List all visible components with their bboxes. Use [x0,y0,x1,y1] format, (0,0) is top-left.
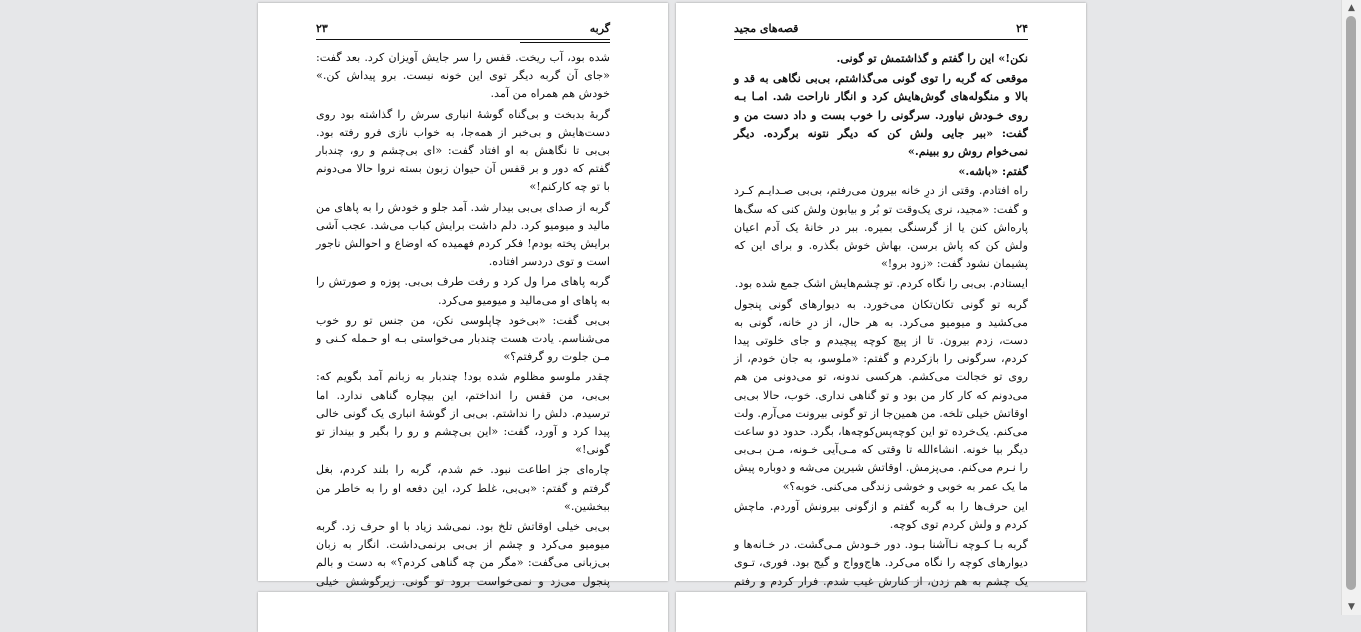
page-23 [258,3,668,588]
paragraph: راه افتادم. وقتی از درِ خانه بیرون می‌رفتم، بی‌بی صـدایـم کـرد و گفت: «مجید، نری یک‌وقت تو بُر و بیابون ولش کنی که سگ‌ها پاره‌اش کنن یا از گرسنگی بمیره. ببر در خانهٔ یک آدم اعیان ولش کن که پاش برسن. بهاش خوش بگذره. و برای این که پشیمان نشود گفت: «زود برو!» [734,184,1028,271]
next-page-right [676,592,1086,632]
paragraph: موقعی که گربه را توی گونی می‌گذاشتم، بی‌بی نگاهی به قد و بالا و منگوله‌های گوش‌هایش کرد و انگار ناراحت شد. امـا بـه روی خـودش نیاورد. سرگونی را خوب بست و داد دست من و گفت: «ببر جایی ولش کن که دیگر نتونه برگرده. دیگر نمی‌خوام روش رو ببینم.» [734,71,1028,159]
paragraph: گربه بـا کـوچه نـاآشنا بـود. دور خـودش مـی‌گشت. در خـانه‌ها و دیوارهای کوچه را نگاه می‌کرد. هاج‌وواج و گیج بود. فوری، تـوی یک چشم به هم زدن، از کنارش غیب شدم. فرار کردم و رفتم [734,538,1028,588]
paragraph: بی‌بی گفت: «بی‌خود چاپلوسی نکن، من جنس تو رو خوب می‌شناسم. یادت هست چندبار می‌خواستی بـه او حـمله کـنی و مـن جلوت رو گرفتم؟» [316,313,610,364]
page-header [734,21,1028,40]
scroll-up-arrow-icon[interactable]: ▲ [1348,3,1355,13]
scroll-down-arrow-icon[interactable]: ▼ [1348,602,1355,612]
page-header [316,21,610,40]
paragraph: این حرف‌ها را به گربه گفتم و ازگونی بیرونش آوردم. ماچش کردم و ولش کردم توی کوچه. [734,499,1028,532]
paragraph: نکن!» این را گفتم و گذاشتمش تو گونی. [836,51,1028,65]
page-number: ۲۴ [1016,22,1028,35]
page-number: ۲۳ [316,22,328,35]
paragraph: گربه از صدای بی‌بی بیدار شد. آمد جلو و خودش را به پاهای من مالید و میومیو کرد. دلم داشت برایش کباب می‌شد. عجب آشی برایش پخته بودم! فکر کردم فهمیده که اوضاع و احوالش ناجور است و توی دردسر افتاده. [316,200,610,269]
paragraph: گربهٔ بدبخت و بی‌گناه گوشهٔ انباری سرش را گذاشته بود روی دست‌هایش و بی‌خبر از همه‌جا، به خواب نازی فرو رفته بود. بی‌بی تا نگاهش به او افتاد گفت: «ای بی‌چشم و رو، چندبار گفتم که دور و بر قفس آن حیوان زبون بسته نروا حالا می‌دونم با تو چه کارکنم!» [316,107,610,194]
paragraph: شده بود، آب ریخت. قفس را سر جایش آویزان کرد. بعد گفت: «جای آن گربه دیگر توی این خونه نیست. برو پیداش کن.» خودش هم همراه من آمد. [316,51,610,101]
paragraph: ایستادم. بی‌بی را نگاه کردم. تو چشم‌هایش اشک جمع شده بود. [734,277,1028,291]
page-body [316,49,610,629]
page-body [734,49,1028,629]
paragraph: بی‌بی خیلی اوقاتش تلخ بود. نمی‌شد زیاد با او حرف زد. گربه میومیو می‌کرد و چشم از بی‌بی برنمی‌داشت. انگار به زبان بی‌زبانی می‌گفت: «مگر من چه گناهی کردم؟» به دست و بالم پنجول می‌زد و نمی‌خواست برود تو گونی. زیرگوشش خیلی [316,520,610,588]
vertical-scrollbar[interactable] [1341,0,1361,615]
paragraph: گربه پاهای مرا ول کرد و رفت طرف بی‌بی. پوزه و صورتش را به پاهای او می‌مالید و میومیو می‌کرد. [316,275,610,307]
paragraph: چقدر ملوسو مظلوم شده بود! چندبار به زبانم آمد بگویم که: بی‌بی، من قفس را انداختم، این بیچاره گناهی ندارد. اما ترسیدم. دلش را نداشتم. بی‌بی از گوشهٔ انباری یک گونی خالی پیدا کرد و آورد، گفت: «این بی‌چشم و رو را بگیر و بینداز تو گونی!» [316,370,610,457]
next-page-left [258,592,668,632]
running-title: قصه‌های مجید [734,22,799,35]
running-title: گربه [589,22,610,35]
paragraph: چاره‌ای جز اطاعت نبود. خم شدم، گربه را بلند کردم، بغل گرفتم و گفتم: «بی‌بی، غلط کرد، این دفعه او را به خاطر من ببخشین.» [316,463,610,513]
paragraph: گربه تو گونی تکان‌تکان می‌خورد. به دیوارهای گونی پنجول می‌کشید و میومیو می‌کرد. به هر حال، از درِ خانه، گونی به دست، زدم بیرون. تا از پیچ کوچه پیچیدم و جای خلوتی پیدا کردم، سرگونی را بازکردم و گفتم: «ملوسو، به جان خودم، از روی تو خجالت می‌کشم. هرکسی ندونه، تو می‌دونی من هم می‌دونم که کار کار من بود و تو گناهی نداری. خوب، حالا بی‌بی اوقاتش خیلی تلخه. من همین‌جا از تو گونی بیرونت می‌آرم. ولت می‌کنم. یک‌خرده تو این کوچه‌پس‌کوچه‌ها، بگرد. حدود دو ساعت دیگر بیا خونه. انشاءالله تا وقتی که مـی‌آیی خـونه، مـن بـی‌بی را نـرم می‌کنم. می‌پزمش. اوقاتش شیرین می‌شه و دوباره پیش ما یک عمر به خوبی و خوشی زندگی می‌کنی. خوبه؟» [734,297,1028,493]
scrollbar-thumb[interactable] [1346,16,1356,590]
paragraph: گفتم: «باشه.» [958,164,1028,179]
page-24 [676,3,1086,588]
